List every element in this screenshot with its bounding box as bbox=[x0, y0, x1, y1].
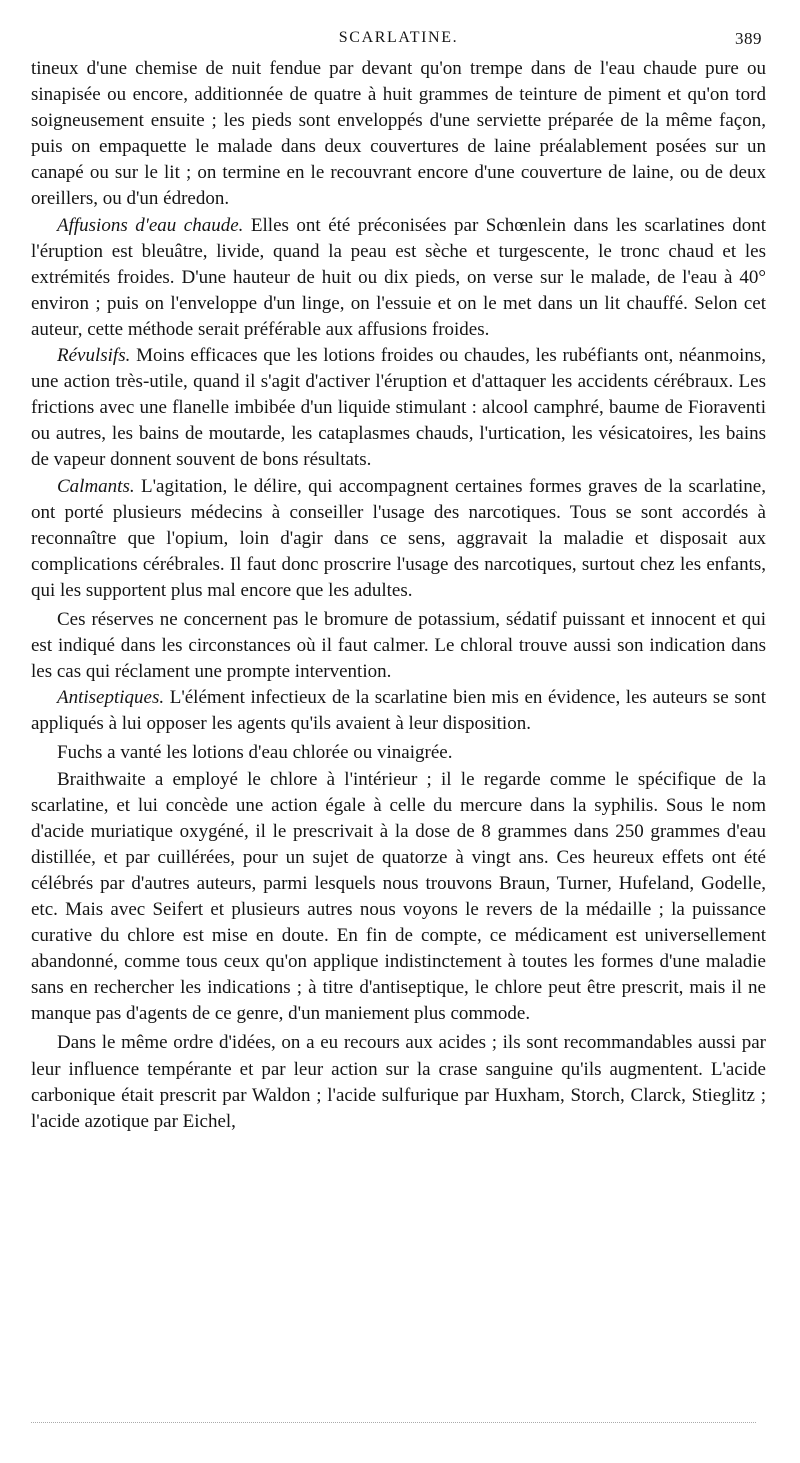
page-header bbox=[31, 26, 766, 56]
paragraph-acides bbox=[31, 1030, 766, 1134]
footer-rule bbox=[31, 1422, 756, 1423]
paragraph-text: Fuchs a vanté les lotions d'eau chlorée ou vinaigrée. bbox=[57, 742, 453, 764]
paragraph-calmants bbox=[31, 474, 766, 604]
paragraph-fuchs bbox=[31, 740, 766, 766]
paragraph-text: Dans le même ordre d'idées, on a eu recours aux acides ; ils sont recommandables aussi par leur influence tempérante et par leur action sur la crase sanguine qu'ils augmentent. L'acide carbonique était prescrit par Waldon ; l'acide sulfurique par Huxham, Storch, Clarck, Stieglitz ; l'acide azotique par Eichel, bbox=[31, 1032, 766, 1132]
paragraph-heading: Antiseptiques. bbox=[57, 687, 165, 709]
page-number: 389 bbox=[735, 29, 762, 48]
paragraph-braithwaite bbox=[31, 767, 766, 1028]
paragraph-text: L'élément infectieux de la scarlatine bien mis en évidence, les auteurs se sont appliqués à lui opposer les agents qu'ils avaient à leur disposition. bbox=[31, 687, 766, 735]
paragraph-heading: Révulsifs. bbox=[57, 345, 131, 367]
running-title: SCARLATINE. bbox=[338, 29, 459, 46]
paragraph-continuation bbox=[31, 56, 766, 213]
paragraph-text: Ces réserves ne concernent pas le bromure de potassium, sédatif puissant et innocent et qui est indiqué dans les circonstances où il faut calmer. Le chloral trouve aussi son indication dans les cas qui réclament une prompte intervention. bbox=[31, 608, 766, 683]
paragraph-text: L'agitation, le délire, qui accompagnent certaines formes graves de la scarlatine, ont porté plusieurs médecins à conseiller l'usage des narcotiques. Tous se sont accordés à reconnaître que l'opium, loin d'agir dans ce sens, aggravait la maladie et disposait aux complications cérébrales. Il faut donc proscrire l'usage des narcotiques, surtout chez les enfants, qui les supportent plus mal encore que les adultes. bbox=[31, 475, 766, 601]
paragraph-text: Braithwaite a employé le chlore à l'intérieur ; il le regarde comme le spécifique de la scarlatine, et lui concède une action égale à celle du mercure dans la syphilis. Sous le nom d'acide muriatique oxygéné, il le prescrivait à la dose de 8 grammes dans 250 grammes d'eau distillée, et par cuillérées, pour un sujet de quatorze à vingt ans. Ces heureux effets ont été célébrés par d'autres auteurs, parmi lesquels nous trouvons Braun, Turner, Hufeland, Godelle, etc. Mais avec Seifert et plusieurs autres nous voyons le revers de la médaille ; la puissance curative du chlore est mise en doute. En fin de compte, ce médicament est universellement abandonné, comme tous ceux qu'on applique indistinctement à toutes les formes d'une maladie sans en rechercher les indications ; à titre d'antiseptique, le chlore peut être prescrit, mais il ne manque pas d'agents de ce genre, d'un maniement plus commode. bbox=[31, 768, 766, 1025]
paragraph-heading: Calmants. bbox=[57, 475, 135, 497]
body-text bbox=[31, 56, 766, 1135]
paragraph-text: Elles ont été préconisées par Schœnlein dans les scarlatines dont l'éruption est bleuâtre, livide, quand la peau est sèche et turgescente, le tronc chaud et les extrémités froides. D'une hauteur de huit ou dix pieds, on verse sur le malade, de l'eau à 40° environ ; puis on l'enveloppe d'un linge, on l'essuie et on le met dans un lit chauffé. Selon cet auteur, cette méthode serait préférable aux affusions froides. bbox=[31, 214, 766, 340]
paragraph-heading: Affusions d'eau chaude. bbox=[57, 214, 244, 236]
paragraph-text: Moins efficaces que les lotions froides ou chaudes, les rubéfiants ont, néanmoins, une action très-utile, quand il s'agit d'activer l'éruption et d'attaquer les accidents cérébraux. Les frictions avec une flanelle imbibée d'un liquide stimulant : alcool camphré, baume de Fioraventi ou autres, les bains de moutarde, les cataplasmes chauds, l'urtication, les vésicatoires, les bains de vapeur donnent souvent de bons résultats. bbox=[31, 345, 766, 471]
book-page bbox=[31, 26, 766, 1426]
paragraph-text: tineux d'une chemise de nuit fendue par devant qu'on trempe dans de l'eau chaude pure ou sinapisée ou encore, additionnée de quatre à huit grammes de teinture de piment et qu'on tord soigneusement ensuite ; les pieds sont enveloppés d'une serviette préparée de la même façon, puis on empaquette le malade dans deux couvertures de laine préalablement posées sur un canapé ou sur le lit ; on termine en le recouvrant encore d'une couverture de laine, ou de deux oreillers, ou d'un édredon. bbox=[31, 58, 766, 210]
paragraph-reserves bbox=[31, 607, 766, 685]
paragraph-antiseptiques bbox=[31, 685, 766, 737]
paragraph-revulsifs bbox=[31, 343, 766, 473]
paragraph-affusions bbox=[31, 213, 766, 343]
